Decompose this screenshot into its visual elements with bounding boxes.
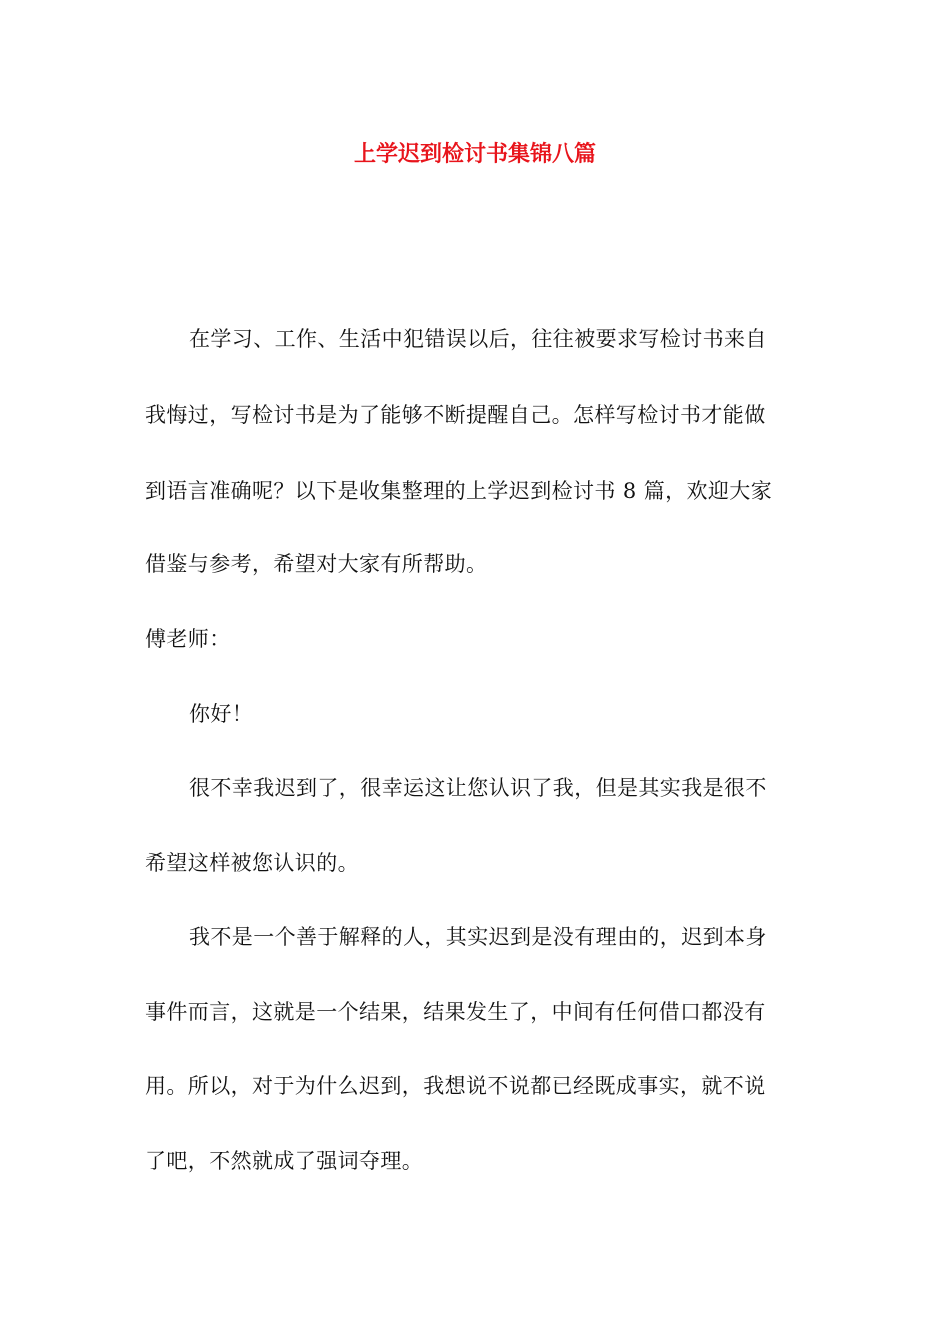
greeting: 你好！	[189, 702, 254, 726]
document-title: 上学迟到检讨书集锦八篇	[353, 141, 596, 167]
paragraph-line: 希望这样被您认识的。	[145, 851, 359, 875]
paragraph-line: 用。所以，对于为什么迟到，我想说不说都已经既成事实，就不说	[145, 1074, 766, 1098]
paragraph-line: 我不是一个善于解释的人，其实迟到是没有理由的，迟到本身	[189, 925, 767, 949]
paragraph-line: 事件而言，这就是一个结果，结果发生了，中间有任何借口都没有	[145, 1000, 766, 1024]
salutation: 傅老师：	[145, 627, 231, 651]
paragraph-line: 我悔过，写检讨书是为了能够不断提醒自己。怎样写检讨书才能做	[145, 403, 766, 427]
paragraph-line: 到语言准确呢？以下是收集整理的上学迟到检讨书 8 篇，欢迎大家	[145, 479, 773, 503]
paragraph-line: 借鉴与参考，希望对大家有所帮助。	[145, 552, 488, 576]
paragraph-line: 很不幸我迟到了，很幸运这让您认识了我，但是其实我是很不	[189, 776, 767, 800]
paragraph-line: 在学习、工作、生活中犯错误以后，往往被要求写检讨书来自	[189, 327, 767, 351]
paragraph-line: 了吧，不然就成了强词夺理。	[145, 1149, 424, 1173]
